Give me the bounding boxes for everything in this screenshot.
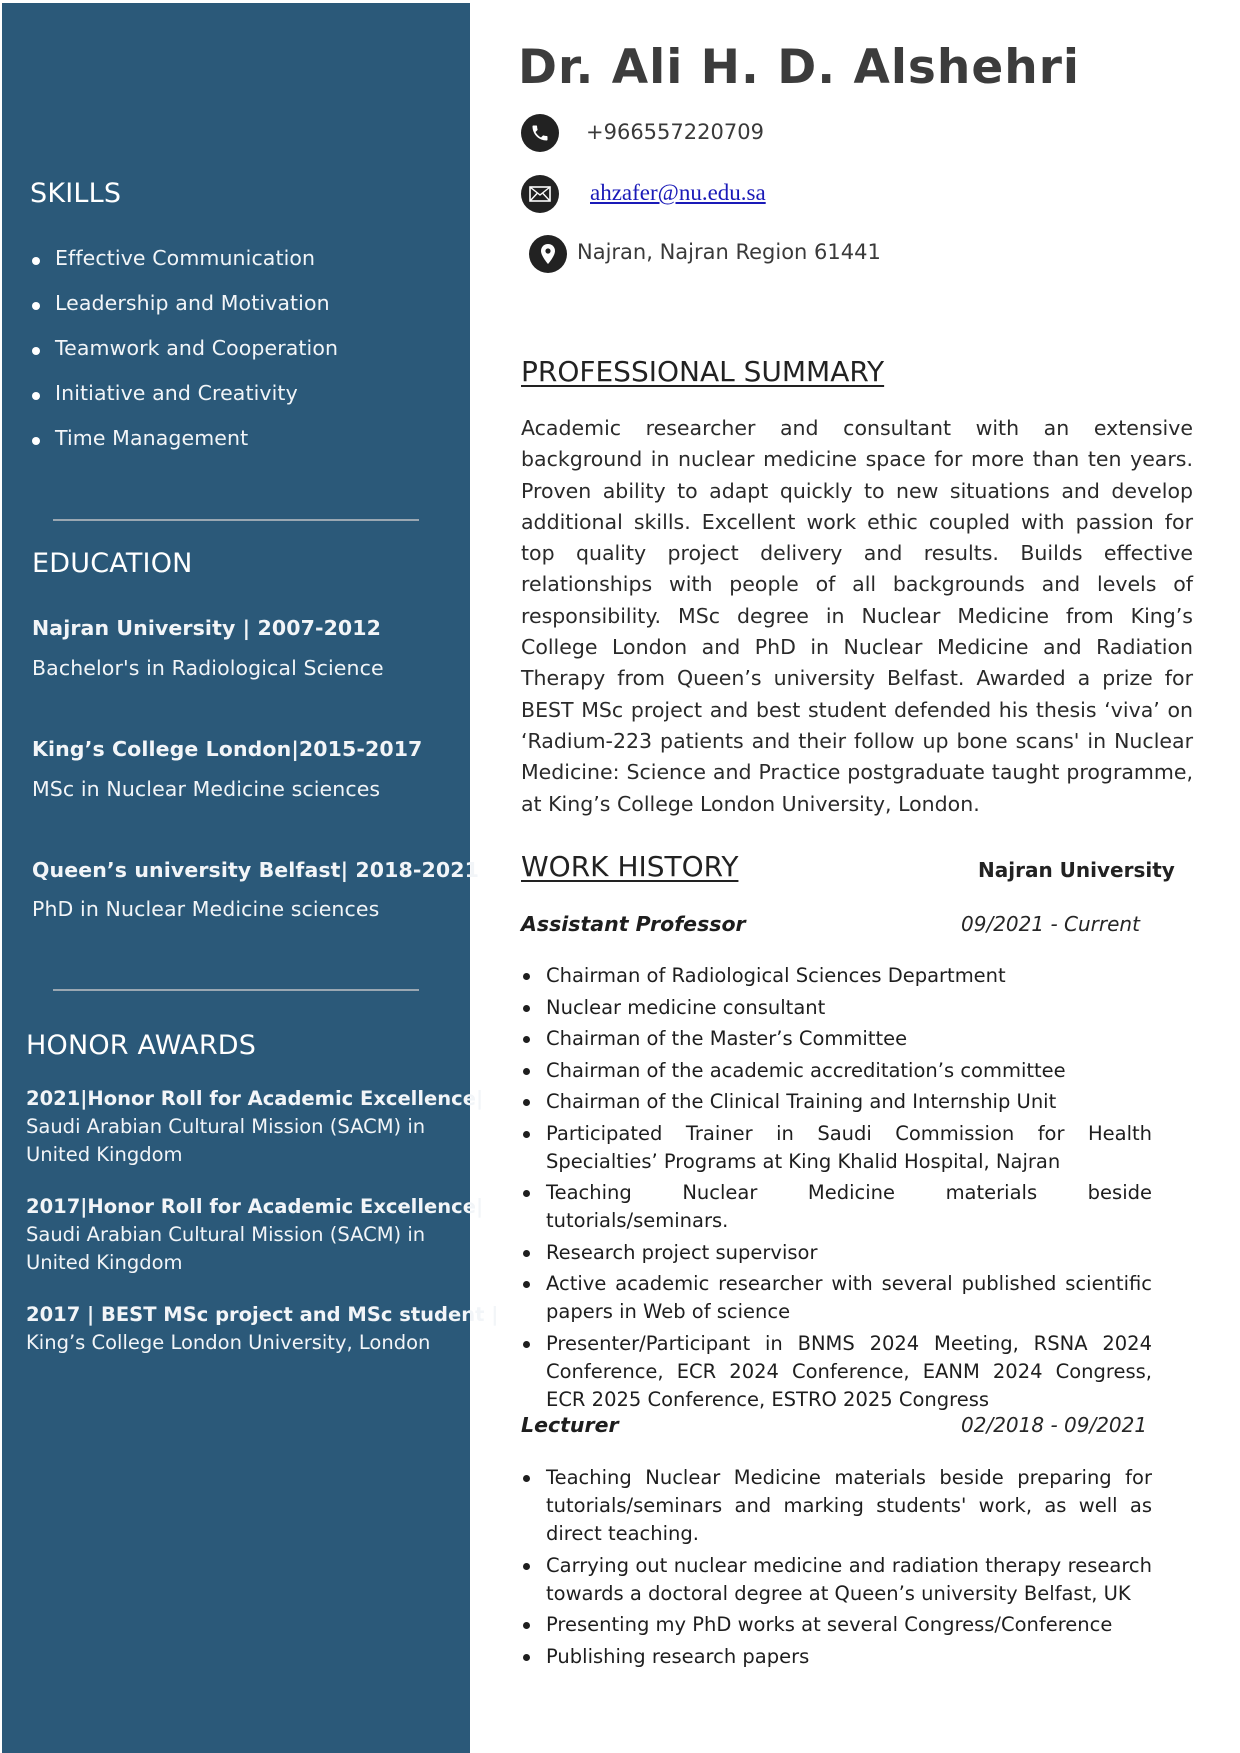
- education-degree: Bachelor's in Radiological Science: [32, 656, 384, 680]
- skills-heading: SKILLS: [30, 178, 122, 209]
- phone-number: +966557220709: [586, 120, 764, 144]
- education-years: | 2007-2012: [235, 616, 382, 640]
- duty-item: Chairman of the Clinical Training and Internship Unit: [521, 1088, 1152, 1116]
- education-years: | 2018-2021: [340, 858, 479, 882]
- phone-icon: [521, 114, 559, 152]
- duty-item: Publishing research papers: [521, 1643, 1152, 1671]
- duty-item: Active academic researcher with several published scientific papers in Web of science: [521, 1270, 1152, 1326]
- education-institution: Queen’s university Belfast: [32, 858, 341, 882]
- duty-item: Teaching Nuclear Medicine materials beside tutorials/seminars.: [521, 1179, 1152, 1235]
- summary-heading: PROFESSIONAL SUMMARY: [521, 355, 885, 388]
- awards-heading: HONOR AWARDS: [26, 1030, 257, 1061]
- education-degree: MSc in Nuclear Medicine sciences: [32, 777, 381, 801]
- bullet-icon: [32, 257, 40, 265]
- sidebar-divider: [53, 519, 419, 521]
- award-line: United Kingdom: [26, 1251, 183, 1274]
- email-icon: [521, 175, 559, 213]
- job-dates: 09/2021 - Current: [961, 912, 1140, 936]
- bullet-icon: [32, 392, 40, 400]
- skill-item: Effective Communication: [55, 246, 316, 270]
- sidebar-divider: [53, 989, 419, 991]
- duty-item: Presenting my PhD works at several Congress/Conference: [521, 1611, 1152, 1639]
- award-title: 2021|Honor Roll for Academic Excellence|: [26, 1087, 484, 1110]
- duty-item: Carrying out nuclear medicine and radiation therapy research towards a doctoral degree at Queen’s university Belfast, UK: [521, 1552, 1152, 1608]
- award-line: Saudi Arabian Cultural Mission (SACM) in: [26, 1223, 426, 1246]
- job-dates: 02/2018 - 09/2021: [961, 1413, 1148, 1437]
- education-institution: Najran University: [32, 616, 236, 640]
- job-duties-list: [521, 1464, 1152, 1674]
- candidate-name: Dr. Ali H. D. Alshehri: [518, 40, 1080, 95]
- education-years: |2015-2017: [291, 737, 423, 761]
- award-title: 2017|Honor Roll for Academic Excellence|: [26, 1195, 484, 1218]
- bullet-icon: [32, 347, 40, 355]
- bullet-icon: [32, 437, 40, 445]
- duty-item: Presenter/Participant in BNMS 2024 Meeting, RSNA 2024 Conference, ECR 2024 Conference, EANM 2024 Congress, ECR 2025 Conference, ESTRO 2025 Congress: [521, 1330, 1152, 1414]
- award-title: 2017 | BEST MSc project and MSc student |: [26, 1303, 499, 1326]
- education-heading: EDUCATION: [32, 548, 193, 579]
- summary-text: Academic researcher and consultant with an extensive background in nuclear medicine space for more than ten years. Proven ability to adapt quickly to new situations and develop additional skills. Excellent work ethic coupled with passion for top quality project delivery and results. Builds effective relationships with people of all backgrounds and levels of responsibility. MSc degree in Nuclear Medicine from King’s College London and PhD in Nuclear Medicine and Radiation Therapy from Queen’s university Belfast. Awarded a prize for BEST MSc project and best student defended his thesis ‘viva’ on ‘Radium-223 patients and their follow up bone scans' in Nuclear Medicine: Science and Practice postgraduate taught programme, at King’s College London University, London.: [521, 416, 1193, 816]
- duty-item: Chairman of Radiological Sciences Department: [521, 962, 1152, 990]
- education-institution: King’s College London: [32, 737, 292, 761]
- duty-item: Nuclear medicine consultant: [521, 994, 1152, 1022]
- award-line: King’s College London University, London: [26, 1331, 431, 1354]
- bullet-icon: [32, 302, 40, 310]
- email-link[interactable]: ahzafer@nu.edu.sa: [590, 180, 766, 205]
- duty-item: Research project supervisor: [521, 1239, 1152, 1267]
- job-duties-list: [521, 962, 1152, 1417]
- skill-item: Leadership and Motivation: [55, 291, 330, 315]
- duty-item: Participated Trainer in Saudi Commission for Health Specialties’ Programs at King Khalid Hospital, Najran: [521, 1120, 1152, 1176]
- skill-item: Time Management: [55, 426, 249, 450]
- duty-item: Chairman of the Master’s Committee: [521, 1025, 1152, 1053]
- skill-item: Teamwork and Cooperation: [55, 336, 339, 360]
- location-text: Najran, Najran Region 61441: [577, 240, 881, 264]
- duty-item: Chairman of the academic accreditation’s committee: [521, 1057, 1152, 1085]
- duty-item: Teaching Nuclear Medicine materials beside preparing for tutorials/seminars and marking students' work, as well as direct teaching.: [521, 1464, 1152, 1548]
- award-line: United Kingdom: [26, 1143, 183, 1166]
- job-role: Assistant Professor: [521, 912, 746, 936]
- award-line: Saudi Arabian Cultural Mission (SACM) in: [26, 1115, 426, 1138]
- location-pin-icon: [529, 235, 567, 273]
- job-role: Lecturer: [521, 1413, 619, 1437]
- employer-name: Najran University: [978, 858, 1175, 882]
- skill-item: Initiative and Creativity: [55, 381, 298, 405]
- education-degree: PhD in Nuclear Medicine sciences: [32, 897, 380, 921]
- work-history-heading: WORK HISTORY: [521, 850, 739, 883]
